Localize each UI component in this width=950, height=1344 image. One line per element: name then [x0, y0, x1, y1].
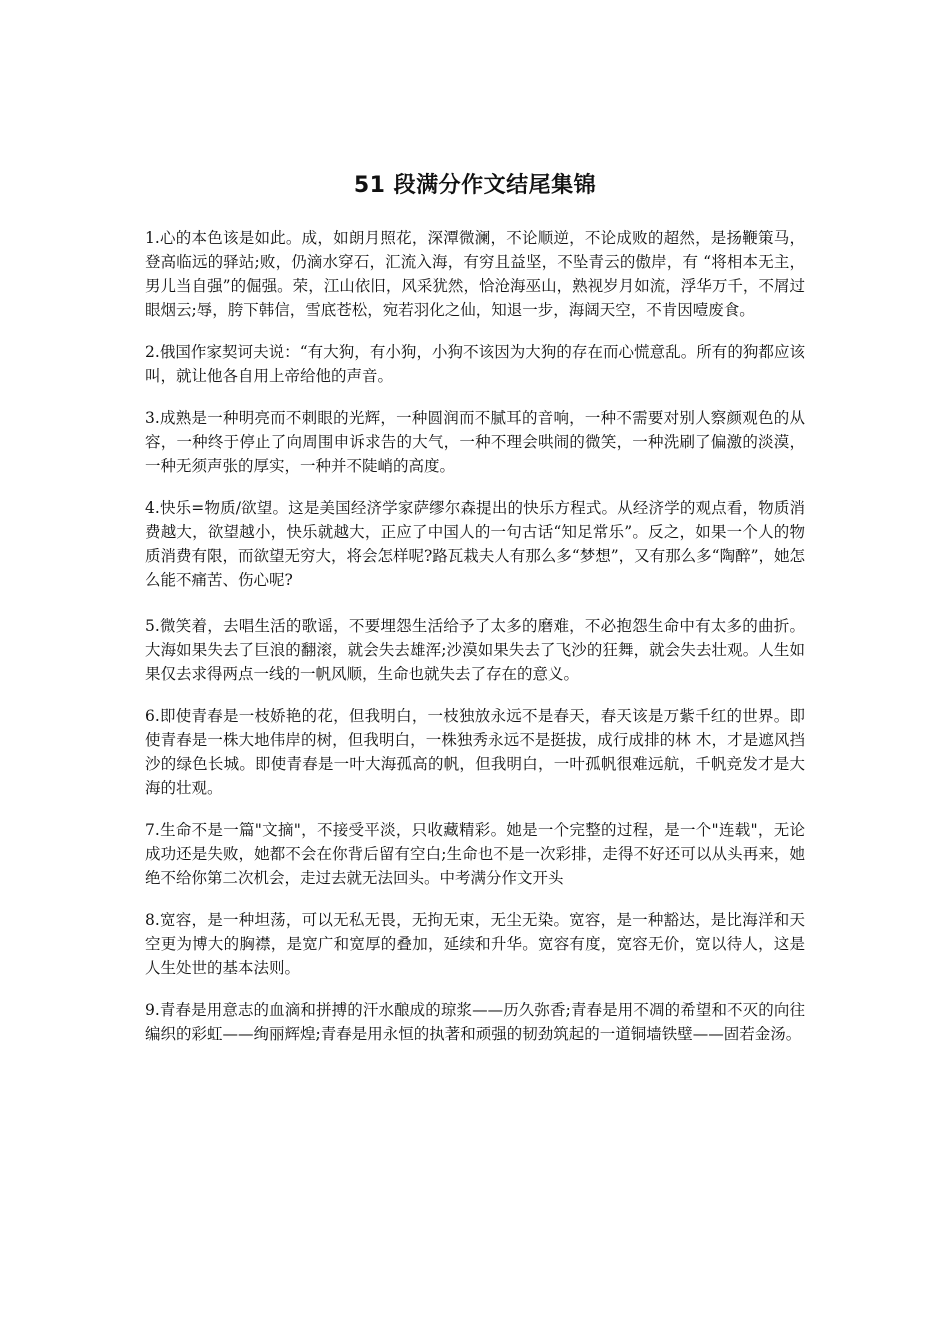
- paragraph-9: 9.青春是用意志的血滴和拼搏的汗水酿成的琼浆——历久弥香;青春是用不凋的希望和不灭的向往编织的彩虹——绚丽辉煌;青春是用永恒的执著和顽强的韧劲筑起的一道铜墙铁壁——固若金汤。: [145, 1001, 805, 1043]
- paragraph-4: 4.快乐=物质/欲望。这是美国经济学家萨缪尔森提出的快乐方程式。从经济学的观点看，物质消费越大，欲望越小，快乐就越大，正应了中国人的一句古话“知足常乐”。反之，如果一个人的物质消费有限，而欲望无穷大，将会怎样呢?路瓦栽夫人有那么多“梦想”，又有那么多“陶醉”，她怎么能不痛苦、伤心呢?: [145, 499, 806, 589]
- paragraph-6: 6.即使青春是一枝娇艳的花，但我明白，一枝独放永远不是春天，春天该是万紫千红的世界。即使青春是一株大地伟岸的树，但我明白，一株独秀永远不是挺拔，成行成排的林 木，才是遮风挡沙的绿色长城。即使青春是一叶大海孤高的帆，但我明白，一叶孤帆很难远航，千帆竞发才是大海的壮观。: [145, 707, 805, 797]
- paragraph-7: 7.生命不是一篇"文摘"，不接受平淡，只收藏精彩。她是一个完整的过程，是一个"连载"，无论成功还是失败，她都不会在你背后留有空白;生命也不是一次彩排，走得不好还可以从头再来，她绝不给你第二次机会，走过去就无法回头。中考满分作文开头: [145, 821, 805, 887]
- paragraph-5: 5.微笑着，去唱生活的歌谣，不要埋怨生活给予了太多的磨难，不必抱怨生命中有太多的曲折。大海如果失去了巨浪的翻滚，就会失去雄浑;沙漠如果失去了飞沙的狂舞，就会失去壮观。人生如果仅去求得两点一线的一帆风顺，生命也就失去了存在的意义。: [145, 617, 805, 683]
- document-title: 51 段满分作文结尾集锦: [353, 173, 597, 198]
- paragraph-1: 1.心的本色该是如此。成，如朗月照花，深潭微澜，不论顺逆，不论成败的超然，是扬鞭策马，登高临远的驿站;败，仍滴水穿石，汇流入海，有穷且益坚，不坠青云的傲岸，有 “将相本无主，男儿当自强”的倔强。荣，江山依旧，风采犹然，恰沧海巫山，熟视岁月如流，浮华万千，不屑过眼烟云;辱，胯下韩信，雪底苍松，宛若羽化之仙，知退一步，海阔天空，不肯因噎废食。: [145, 229, 805, 319]
- paragraph-3: 3.成熟是一种明亮而不刺眼的光辉，一种圆润而不腻耳的音响，一种不需要对别人察颜观色的从容，一种终于停止了向周围申诉求告的大气，一种不理会哄闹的微笑，一种洗刷了偏激的淡漠，一种无须声张的厚实，一种并不陡峭的高度。: [145, 409, 805, 475]
- paragraph-2: 2.俄国作家契诃夫说：“有大狗，有小狗，小狗不该因为大狗的存在而心慌意乱。所有的狗都应该叫，就让他各自用上帝给他的声音。: [145, 343, 805, 385]
- paragraph-8: 8.宽容，是一种坦荡，可以无私无畏，无拘无束，无尘无染。宽容，是一种豁达，是比海洋和天空更为博大的胸襟，是宽广和宽厚的叠加，延续和升华。宽容有度，宽容无价，宽以待人，这是人生处世的基本法则。: [145, 911, 805, 977]
- document-body: [145, 226, 805, 1064]
